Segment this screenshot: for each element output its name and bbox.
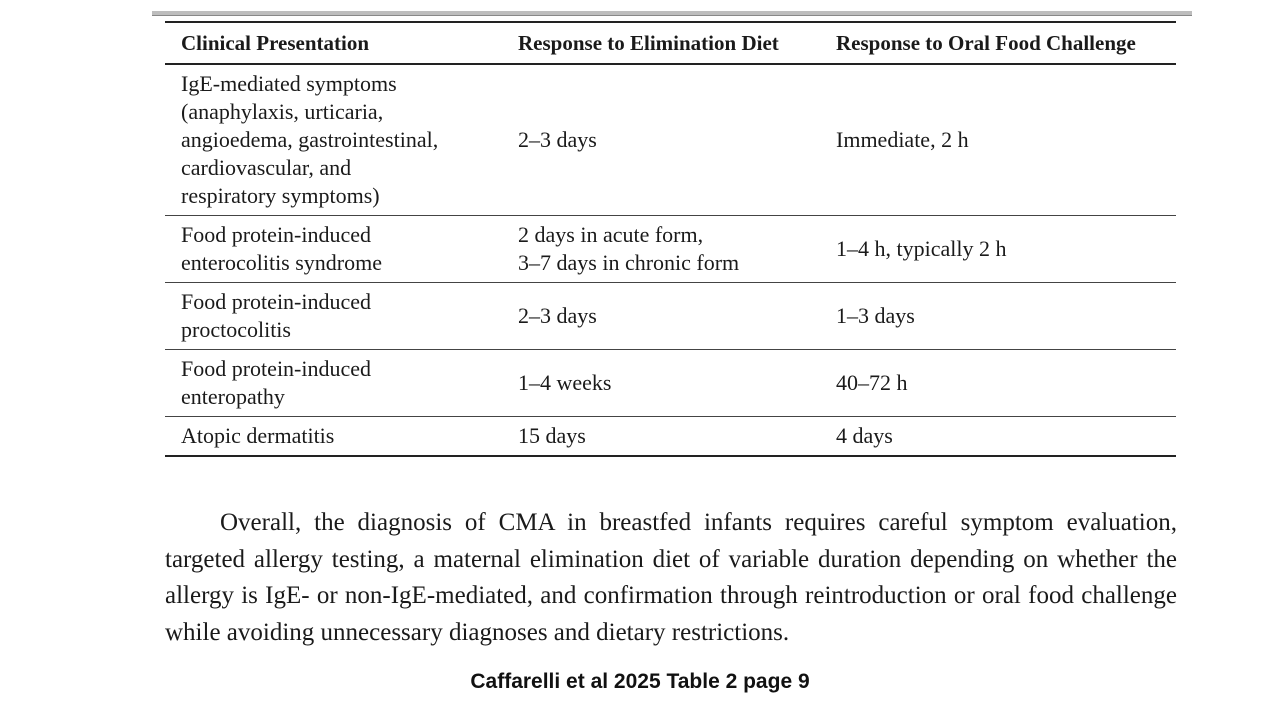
header-row: [165, 22, 1176, 64]
cell-challenge: 1–4 h, typically 2 h: [820, 216, 1176, 283]
table-row: [165, 64, 1176, 216]
top-divider: [152, 11, 1192, 16]
table-row: [165, 417, 1176, 457]
cell-challenge: 1–3 days: [820, 283, 1176, 350]
cell-challenge: 40–72 h: [820, 350, 1176, 417]
clinical-table-container: [165, 21, 1176, 457]
table-body: [165, 64, 1176, 456]
cell-challenge: Immediate, 2 h: [820, 64, 1176, 216]
cell-elimination: 2 days in acute form, 3–7 days in chronic form: [502, 216, 820, 283]
cell-presentation: IgE-mediated symptoms (anaphylaxis, urticaria, angioedema, gastrointestinal, cardiovascular, and respiratory symptoms): [165, 64, 502, 216]
header-clinical-presentation: Clinical Presentation: [165, 22, 502, 64]
table-header: [165, 22, 1176, 64]
header-oral-food-challenge: Response to Oral Food Challenge: [820, 22, 1176, 64]
cell-elimination: 2–3 days: [502, 283, 820, 350]
cell-presentation: Food protein-induced enteropathy: [165, 350, 502, 417]
table-row: [165, 350, 1176, 417]
cell-elimination: 15 days: [502, 417, 820, 457]
source-caption: Caffarelli et al 2025 Table 2 page 9: [470, 670, 810, 693]
cell-elimination: 1–4 weeks: [502, 350, 820, 417]
cell-elimination: 2–3 days: [502, 64, 820, 216]
cell-presentation: Food protein-induced proctocolitis: [165, 283, 502, 350]
cell-challenge: 4 days: [820, 417, 1176, 457]
table-row: [165, 283, 1176, 350]
table-row: [165, 216, 1176, 283]
summary-paragraph: Overall, the diagnosis of CMA in breastfed infants requires careful symptom evaluation, targeted allergy testing, a maternal elimination diet of variable duration depending on whether the allergy is IgE- or non-IgE-mediated, and confirmation through reintroduction or oral food challenge while avoiding unnecessary diagnoses and dietary restrictions.: [165, 509, 1177, 646]
header-elimination-diet: Response to Elimination Diet: [502, 22, 820, 64]
cell-presentation: Food protein-induced enterocolitis syndrome: [165, 216, 502, 283]
cell-presentation: Atopic dermatitis: [165, 417, 502, 457]
clinical-presentation-table: [165, 21, 1176, 457]
